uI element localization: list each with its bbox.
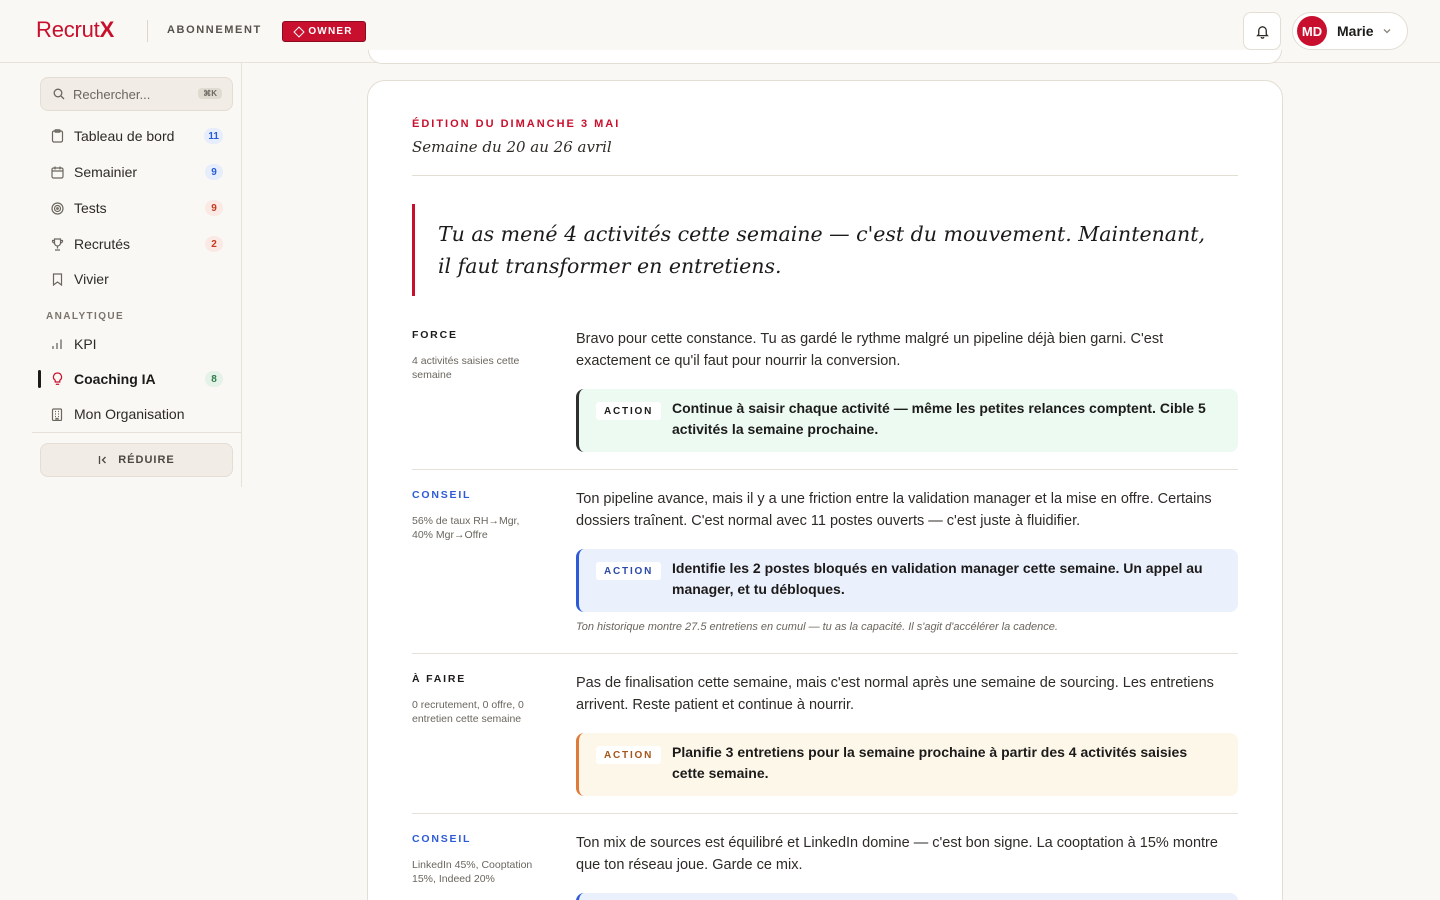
- action-box: [576, 389, 1238, 452]
- collapse-left-icon: [98, 455, 108, 465]
- sidebar-item-tableau-de-bord[interactable]: [40, 121, 233, 151]
- sidebar-divider: [32, 432, 241, 433]
- count-badge: 9: [205, 200, 223, 216]
- section-text: Ton mix de sources est équilibré et LinkedIn domine — c'est bon signe. La cooptation à 15% montre que ton réseau joue. Garde ce mix.: [576, 835, 1218, 873]
- section-metric: 0 recrutement, 0 offre, 0 entretien cette semaine: [412, 699, 524, 725]
- section-tag: CONSEIL: [412, 833, 472, 845]
- trophy-icon: [50, 237, 64, 251]
- count-badge: 2: [205, 236, 223, 252]
- action-text: Identifie les 2 postes bloqués en validation manager cette semaine. Un appel au manager, et tu débloques.: [672, 560, 1203, 597]
- user-name: Marie: [1337, 23, 1374, 39]
- count-badge: 11: [204, 128, 223, 144]
- header-divider: [147, 20, 148, 42]
- collapse-label: RÉDUIRE: [118, 454, 175, 466]
- section-metric: 4 activités saisies cette semaine: [412, 355, 520, 381]
- sidebar-item-label: Tableau de bord: [74, 128, 175, 144]
- sidebar-item-mon-organisation[interactable]: [40, 399, 233, 429]
- bell-icon: [1255, 24, 1270, 39]
- previous-card-edge: [368, 50, 1282, 64]
- sidebar-item-label: Mon Organisation: [74, 406, 185, 422]
- search-input[interactable]: [73, 87, 191, 102]
- sidebar-item-label: Semainier: [74, 164, 138, 180]
- clipboard-icon: [50, 129, 64, 143]
- section-text: Ton pipeline avance, mais il y a une friction entre la validation manager et la mise en offre. Certains dossiers traînent. C'est normal avec 11 postes ouverts — c'est juste à fluidifier.: [576, 491, 1212, 529]
- sidebar: [32, 63, 242, 487]
- sidebar-item-tests[interactable]: [40, 193, 233, 223]
- action-text: Planifie 3 entretiens pour la semaine prochaine à partir des 4 activités saisies cette semaine.: [672, 744, 1188, 781]
- section-metric: LinkedIn 45%, Cooptation 15%, Indeed 20%: [412, 859, 533, 885]
- action-text: Continue à saisir chaque activité — même les petites relances comptent. Cible 5 activités la semaine prochaine.: [672, 400, 1206, 437]
- logo-text: Recrut: [36, 17, 100, 42]
- action-pill: ACTION: [596, 562, 661, 580]
- edition-label: ÉDITION DU DIMANCHE 3 MAI: [412, 118, 621, 130]
- sidebar-item-label: Tests: [74, 200, 107, 216]
- owner-badge-label: OWNER: [308, 26, 353, 37]
- active-indicator: [38, 370, 41, 388]
- search-shortcut: ⌘K: [198, 88, 222, 99]
- coaching-section-force: [412, 317, 1238, 470]
- bar-chart-icon: [50, 337, 64, 351]
- plan-label[interactable]: ABONNEMENT: [167, 24, 262, 36]
- user-menu[interactable]: [1292, 12, 1408, 50]
- week-range: Semaine du 20 au 26 avril: [412, 138, 612, 156]
- section-metric: 56% de taux RH→Mgr, 40% Mgr→Offre: [412, 515, 520, 541]
- collapse-sidebar-button[interactable]: [40, 443, 233, 477]
- action-box: [576, 893, 1238, 900]
- search-icon: [53, 88, 65, 100]
- logo-accent: X: [99, 17, 115, 42]
- count-badge: 8: [205, 371, 223, 387]
- sidebar-item-coaching-ia[interactable]: [40, 364, 233, 394]
- sidebar-item-semainier[interactable]: [40, 157, 233, 187]
- section-tag: FORCE: [412, 329, 458, 341]
- section-text: Bravo pour cette constance. Tu as gardé le rythme malgré un pipeline déjà bien garni. C'est exactement ce qu'il faut pour nourrir la conversion.: [576, 331, 1164, 369]
- section-text: Pas de finalisation cette semaine, mais c'est normal après une semaine de sourcing. Les entretiens arrivent. Reste patient et continue à nourrir.: [576, 675, 1214, 713]
- search-box[interactable]: [40, 77, 233, 111]
- section-tag: À FAIRE: [412, 673, 467, 685]
- section-note: Ton historique montre 27.5 entretiens en cumul — tu as la capacité. Il s'agit d'accélérer la cadence.: [576, 621, 1058, 633]
- target-icon: [50, 201, 64, 215]
- coaching-section-conseil-sources: [412, 814, 1238, 900]
- action-pill: ACTION: [596, 402, 661, 420]
- notifications-button[interactable]: [1243, 12, 1281, 50]
- calendar-icon: [50, 165, 64, 179]
- action-box: [576, 733, 1238, 796]
- sidebar-item-label: Vivier: [74, 271, 109, 287]
- avatar: MD: [1297, 16, 1327, 46]
- sidebar-item-recrutes[interactable]: [40, 229, 233, 259]
- action-box: [576, 549, 1238, 612]
- summary-quote: Tu as mené 4 activités cette semaine — c'est du mouvement. Maintenant, il faut transformer en entretiens.: [412, 204, 1212, 296]
- coaching-section-conseil-pipeline: [412, 470, 1238, 654]
- action-pill: ACTION: [596, 746, 661, 764]
- analytics-section-label: ANALYTIQUE: [46, 311, 125, 322]
- section-tag: CONSEIL: [412, 489, 472, 501]
- coaching-section-a-faire: [412, 654, 1238, 814]
- bookmark-icon: [50, 272, 64, 286]
- sidebar-item-vivier[interactable]: [40, 264, 233, 294]
- owner-badge: [282, 21, 366, 42]
- diamond-icon: [294, 26, 305, 37]
- sidebar-item-label: KPI: [74, 336, 97, 352]
- chevron-down-icon: [1382, 26, 1392, 36]
- sidebar-item-label: Recrutés: [74, 236, 131, 252]
- sidebar-item-kpi[interactable]: [40, 329, 233, 359]
- count-badge: 9: [205, 164, 223, 180]
- logo[interactable]: [36, 17, 114, 43]
- coaching-card: [367, 80, 1283, 900]
- building-icon: [50, 407, 64, 421]
- sidebar-item-label: Coaching IA: [74, 371, 156, 387]
- header-divider-line: [412, 175, 1238, 176]
- lightbulb-icon: [50, 372, 64, 386]
